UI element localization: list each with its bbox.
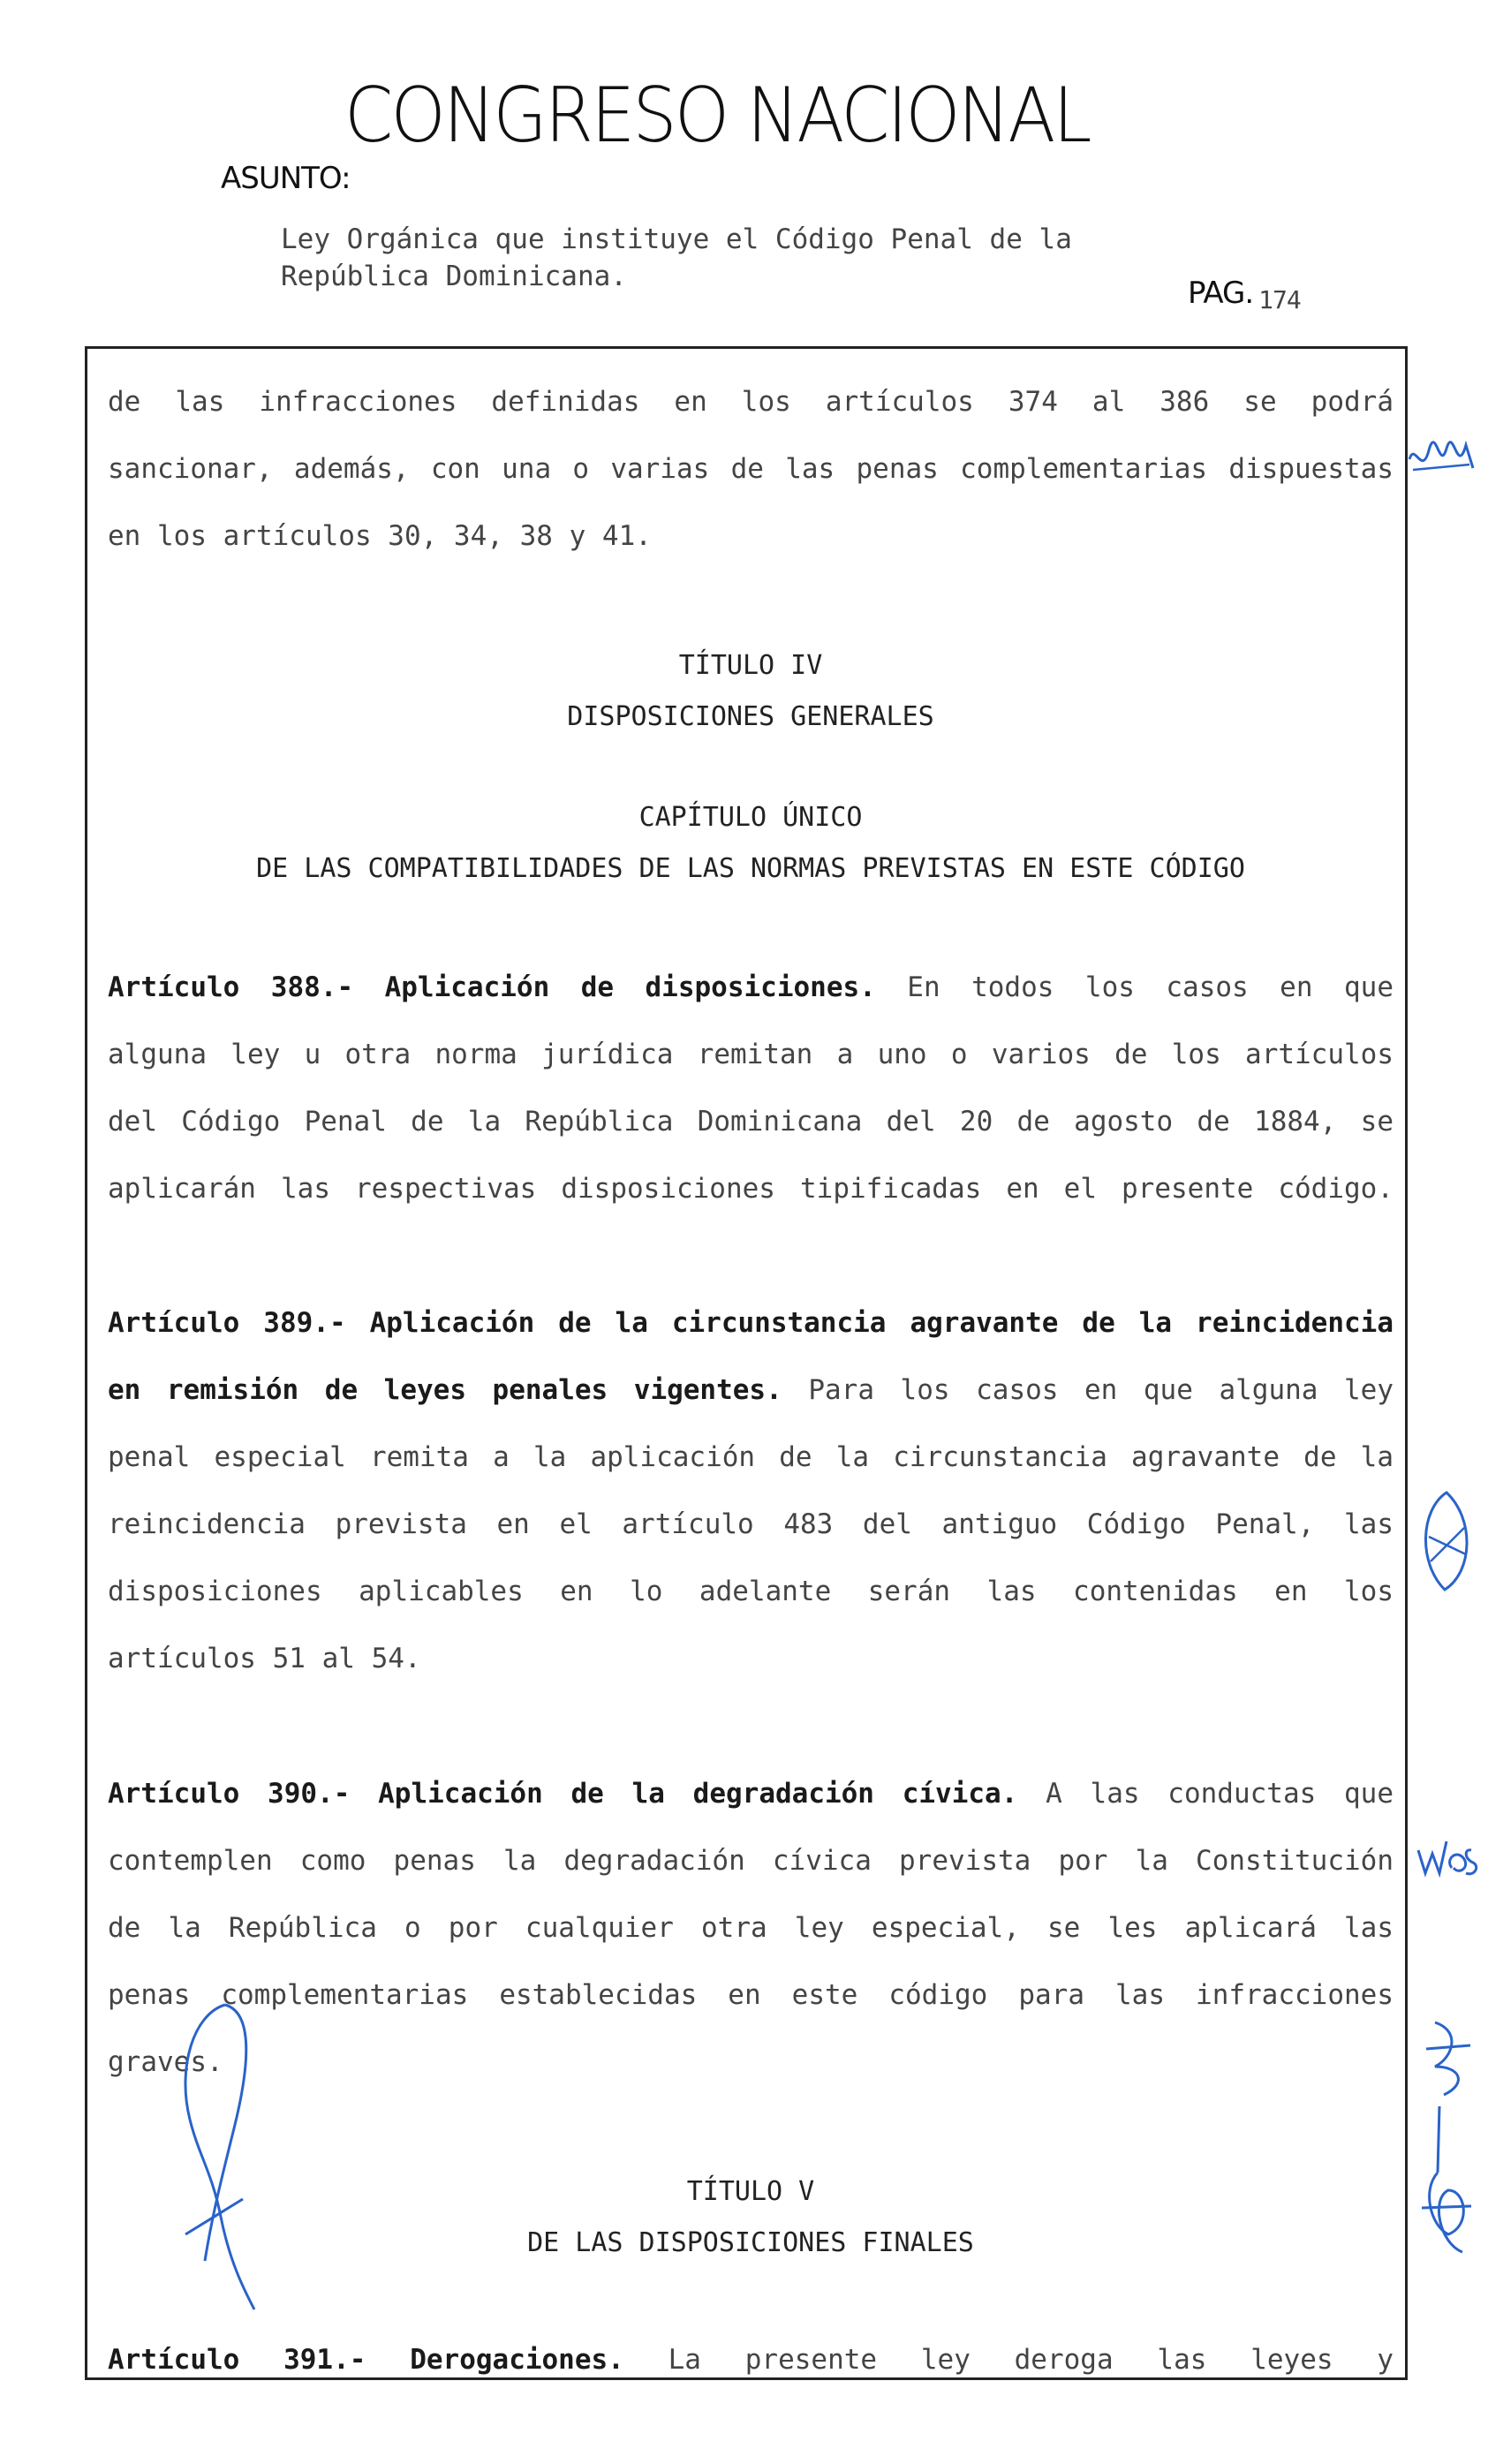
art390-line-3: de la República o por cualquier otra ley especial, se les aplicará las	[108, 1912, 1394, 1944]
articulo-391	[108, 2326, 1394, 2393]
titulo-v-title: TÍTULO V	[686, 2176, 815, 2207]
header-title: CONGRESO NACIONAL	[344, 72, 1090, 160]
art390-line-2: contemplen como penas la degradación cívica prevista por la Constitución	[108, 1845, 1394, 1877]
capitulo-block	[108, 792, 1394, 895]
margin-initials-lower-icon	[1413, 1824, 1484, 1886]
titulo-v-subtitle: DE LAS DISPOSICIONES FINALES	[527, 2227, 974, 2258]
art389-line-2: Para los casos en que alguna ley	[808, 1374, 1394, 1406]
intro-line-1: de las infracciones definidas en los artículos 374 al 386 se podrá	[108, 386, 1394, 418]
capitulo-subtitle: DE LAS COMPATIBILIDADES DE LAS NORMAS PREVISTAS EN ESTE CÓDIGO	[256, 853, 1245, 884]
page-number-label	[1188, 276, 1301, 314]
art390-line-1: A las conductas que	[1046, 1778, 1394, 1810]
titulo-iv-subtitle: DISPOSICIONES GENERALES	[567, 701, 934, 732]
art391-heading: Artículo 391.- Derogaciones.	[108, 2344, 624, 2376]
margin-initials-top-icon	[1404, 424, 1479, 495]
intro-line-3: en los artículos 30, 34, 38 y 41.	[108, 520, 652, 552]
art390-line-5: graves.	[108, 2046, 223, 2078]
page-label: PAG.	[1188, 276, 1254, 311]
articulo-389	[108, 1289, 1394, 1692]
page-number: 174	[1258, 285, 1301, 314]
intro-paragraph	[108, 368, 1394, 570]
margin-signature-bottom-icon	[1413, 2102, 1484, 2261]
art388-line-4: aplicarán las respectivas disposiciones tipificadas en el presente código.	[108, 1173, 1394, 1205]
articulo-388	[108, 954, 1394, 1222]
art389-heading-line-2: en remisión de leyes penales vigentes.	[108, 1374, 782, 1406]
art390-line-4: penas complementarias establecidas en este código para las infracciones	[108, 1979, 1394, 2011]
art389-line-4: reincidencia prevista en el artículo 483 del antiguo Código Penal, las	[108, 1508, 1394, 1540]
art388-line-1: En todos los casos en que	[907, 971, 1394, 1003]
titulo-iv-title: TÍTULO IV	[678, 650, 823, 681]
margin-signature-mid-icon	[1411, 1484, 1482, 1607]
art389-line-5: disposiciones aplicables en lo adelante serán las contenidas en los	[108, 1576, 1394, 1607]
intro-line-2: sancionar, además, con una o varias de las penas complementarias dispuestas	[108, 453, 1394, 485]
articulo-390	[108, 1760, 1394, 2096]
asunto-label: ASUNTO:	[221, 161, 351, 196]
titulo-v-block	[108, 2166, 1394, 2269]
titulo-iv-block	[108, 640, 1394, 743]
art389-line-6: artículos 51 al 54.	[108, 1643, 421, 1674]
art388-line-2: alguna ley u otra norma jurídica remitan a uno o varios de los artículos	[108, 1039, 1394, 1070]
art389-heading-line-1: Artículo 389.- Aplicación de la circunstancia agravante de la reincidencia	[108, 1307, 1394, 1339]
art391-line-1: La presente ley deroga las leyes y	[668, 2344, 1394, 2376]
capitulo-title: CAPÍTULO ÚNICO	[638, 802, 863, 833]
art388-line-3: del Código Penal de la República Dominicana del 20 de agosto de 1884, se	[108, 1106, 1394, 1138]
margin-initials-bottom-icon	[1417, 2014, 1479, 2102]
art389-line-3: penal especial remita a la aplicación de la circunstancia agravante de la	[108, 1441, 1394, 1473]
subject-text: Ley Orgánica que instituye el Código Penal de la República Dominicana.	[281, 223, 1072, 292]
art388-heading: Artículo 388.- Aplicación de disposiciones.	[108, 971, 876, 1003]
art390-heading: Artículo 390.- Aplicación de la degradación cívica.	[108, 1778, 1018, 1810]
